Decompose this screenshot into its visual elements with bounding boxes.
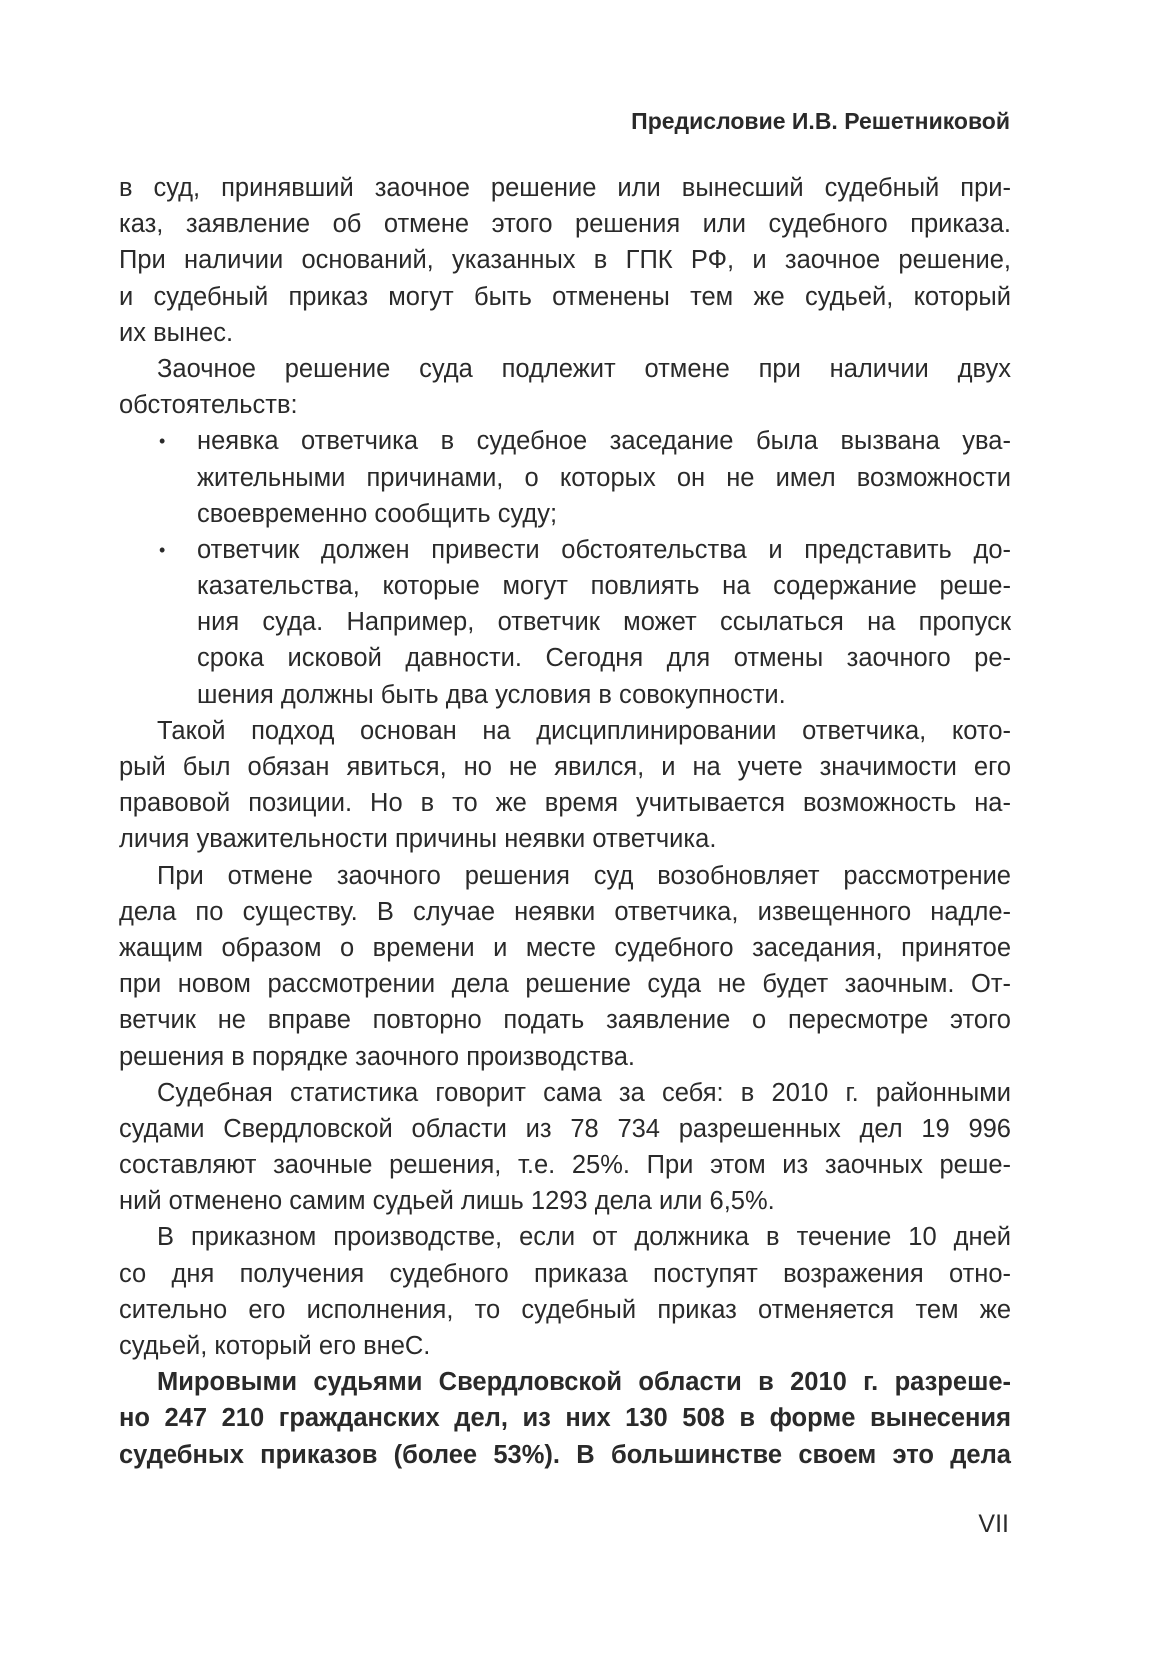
text-line <box>119 170 1011 206</box>
text-line <box>119 1219 1011 1255</box>
text-line <box>119 387 1011 423</box>
text-line <box>119 279 1011 315</box>
text-line-content: судами Свердловской области из 78 734 разрешенных дел 19 996 <box>119 1114 1011 1143</box>
text-line-content: в суд, принявший заочное решение или вынесший судебный при- <box>119 174 1011 202</box>
text-line <box>119 640 1011 676</box>
text-line <box>119 966 1011 1002</box>
text-line-content: их вынес. <box>119 318 234 347</box>
text-line <box>119 1111 1011 1147</box>
text-line <box>119 1364 1011 1400</box>
text-line-content: при новом рассмотрении дела решение суда не будет заочным. От- <box>119 970 1011 999</box>
text-line <box>119 1437 1011 1473</box>
text-line-content: шения должны быть два условия в совокупности. <box>197 680 786 709</box>
text-line <box>119 677 1011 713</box>
text-line-content: казательства, которые могут повлиять на содержание реше- <box>197 572 1011 601</box>
text-line <box>119 604 1011 640</box>
text-line <box>119 1183 1011 1219</box>
text-line <box>119 460 1011 496</box>
text-line <box>119 1292 1011 1328</box>
text-line-content: срока исковой давности. Сегодня для отмены заочного ре- <box>197 644 1011 673</box>
text-line-content: обстоятельств: <box>119 391 298 420</box>
text-line-content: судьей, который его внеС. <box>119 1332 431 1360</box>
text-line-content: В приказном производстве, если от должника в течение 10 дней <box>157 1223 1011 1252</box>
text-line <box>119 1147 1011 1183</box>
text-line <box>119 496 1011 532</box>
text-line-content: ний отменено самим судьей лишь 1293 дела или 6,5%. <box>119 1187 775 1216</box>
text-line <box>119 821 1011 857</box>
text-line-content: При отмене заочного решения суд возобновляет рассмотрение <box>157 861 1011 890</box>
text-line-content: судебных приказов (более 53%). В большинстве своем это дела <box>119 1440 1011 1469</box>
text-line-content: жащим образом о времени и месте судебного заседания, принятое <box>119 933 1011 962</box>
text-line-content: ответчик должен привести обстоятельства и представить до- <box>197 535 1011 564</box>
text-line <box>119 315 1011 351</box>
text-line-content: При наличии оснований, указанных в ГПК РФ, и заочное решение, <box>119 246 1011 275</box>
text-line-content: решения в порядке заочного производства. <box>119 1042 636 1071</box>
body-text <box>119 170 1011 1473</box>
text-line <box>119 1400 1011 1436</box>
text-line-content: дела по существу. В случае неявки ответчика, извещенного надле- <box>119 897 1011 926</box>
text-line-content: правовой позиции. Но в то же время учитывается возможность на- <box>119 789 1011 818</box>
text-line <box>119 1039 1011 1075</box>
text-line-content: ветчик не вправе повторно подать заявление о пересмотре этого <box>119 1006 1011 1035</box>
text-line-content: со дня получения судебного приказа поступят возражения отно- <box>119 1259 1011 1288</box>
text-line-content: своевременно сообщить суду; <box>197 499 558 528</box>
text-line <box>119 351 1011 387</box>
text-line <box>119 713 1011 749</box>
text-line <box>119 1075 1011 1111</box>
text-line <box>119 568 1011 604</box>
text-line <box>119 206 1011 242</box>
text-line-content: рый был обязан явиться, но не явился, и на учете значимости его <box>119 753 1011 781</box>
text-line <box>119 1256 1011 1292</box>
running-head: Предисловие И.В. Решетниковой <box>631 108 1010 134</box>
text-line-content: жительными причинами, о которых он не имел возможности <box>197 463 1011 492</box>
text-line-content: но 247 210 гражданских дел, из них 130 508 в форме вынесения <box>119 1404 1011 1433</box>
text-line-content: сительно его исполнения, то судебный приказ отменяется тем же <box>119 1295 1011 1324</box>
text-line <box>119 858 1011 894</box>
text-line <box>119 930 1011 966</box>
text-line <box>119 423 1011 459</box>
text-line <box>119 532 1011 568</box>
text-line-content: Такой подход основан на дисциплинировании ответчика, кото- <box>157 716 1011 745</box>
text-line <box>119 749 1011 785</box>
text-line <box>119 1002 1011 1038</box>
text-line <box>119 894 1011 930</box>
text-line-content: составляют заочные решения, т.е. 25%. При этом из заочных реше- <box>119 1151 1011 1180</box>
text-line <box>119 1328 1011 1364</box>
text-line <box>119 242 1011 278</box>
text-line-content: неявка ответчика в судебное заседание была вызвана ува- <box>197 427 1011 456</box>
text-line-content: Заочное решение суда подлежит отмене при наличии двух <box>157 354 1011 383</box>
text-line-content: Судебная статистика говорит сама за себя: в 2010 г. районными <box>157 1078 1011 1107</box>
text-line-content: личия уважительности причины неявки ответчика. <box>119 825 717 854</box>
bullet-icon: • <box>159 431 166 452</box>
text-line <box>119 785 1011 821</box>
page-number: VII <box>978 1510 1009 1538</box>
text-line-content: каз, заявление об отмене этого решения или судебного приказа. <box>119 210 1011 239</box>
text-line-content: Мировыми судьями Свердловской области в 2010 г. разреше- <box>157 1368 1011 1397</box>
text-line-content: ния суда. Например, ответчик может ссылаться на пропуск <box>197 608 1011 637</box>
text-line-content: и судебный приказ могут быть отменены тем же судьей, который <box>119 282 1011 311</box>
bullet-icon: • <box>159 539 166 560</box>
